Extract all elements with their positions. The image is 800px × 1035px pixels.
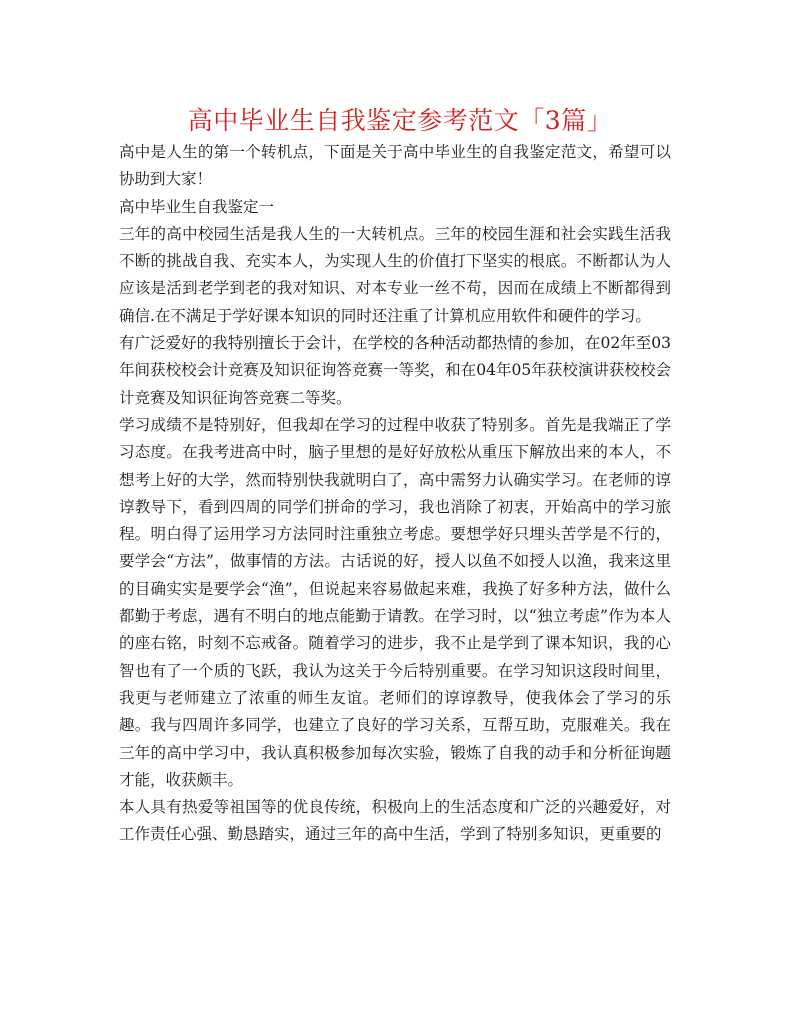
body-paragraph: 本人具有热爱等祖国等的优良传统，积极向上的生活态度和广泛的兴趣爱好，对工作责任心强、勤恳踏实，通过三年的高中生活，学到了特别多知识，更重要的: [119, 798, 671, 844]
body-paragraph: 学习成绩不是特别好，但我却在学习的过程中收获了特别多。首先是我端正了学习态度。在我考进高中时，脑子里想的是好好放松从重压下解放出来的本人，不想考上好的大学，然而特别快我就明白了，高中需努力认确实学习。在老师的谆谆教导下，看到四周的同学们拼命的学习，我也消除了初衷，开始高中的学习旅程。明白得了运用学习方法同时注重独立考虑。要想学好只埋头苦学是不行的，要学会“方法”，做事情的方法。古话说的好，授人以鱼不如授人以渔，我来这里的目确实实是要学会“渔”，但说起来容易做起来难，我换了好多种方法，做什么都勤于考虑，遇有不明白的地点能勤于请教。在学习时，以“独立考虑”作为本人的座右铭，时刻不忘戒备。随着学习的进步，我不止是学到了课本知识，我的心智也有了一个质的飞跃，我认为这关于今后特别重要。在学习知识这段时间里，我更与老师建立了浓重的师生友谊。老师们的谆谆教导，使我体会了学习的乐趣。我与四周许多同学，也建立了良好的学习关系，互帮互助，克服难关。我在三年的高中学习中，我认真积极参加每次实验，锻炼了自我的动手和分析征询题才能，收获颇丰。: [119, 415, 671, 789]
document-title: 高中毕业生自我鉴定参考范文「3篇」: [187, 106, 613, 135]
document-body: [119, 139, 671, 849]
body-paragraph: 三年的高中校园生活是我人生的一大转机点。三年的校园生涯和社会实践生活我不断的挑战自我、充实本人，为实现人生的价值打下坚实的根底。不断都认为人应该是活到老学到老的我对知识、对本专业一丝不苟，因而在成绩上不断都得到确信.在不满足于学好课本知识的同时还注重了计算机应用软件和硬件的学习。: [119, 224, 671, 325]
section-heading: 高中毕业生自我鉴定一: [119, 197, 275, 216]
intro-paragraph: 高中是人生的第一个转机点，下面是关于高中毕业生的自我鉴定范文，希望可以协助到大家！: [119, 143, 671, 189]
body-paragraph: 有广泛爱好的我特别擅长于会计，在学校的各种活动都热情的参加，在02年至03年间获校校会计竞赛及知识征询答竞赛一等奖，和在04年05年获校演讲获校校会计竞赛及知识征询答竞赛二等奖。: [119, 334, 671, 407]
